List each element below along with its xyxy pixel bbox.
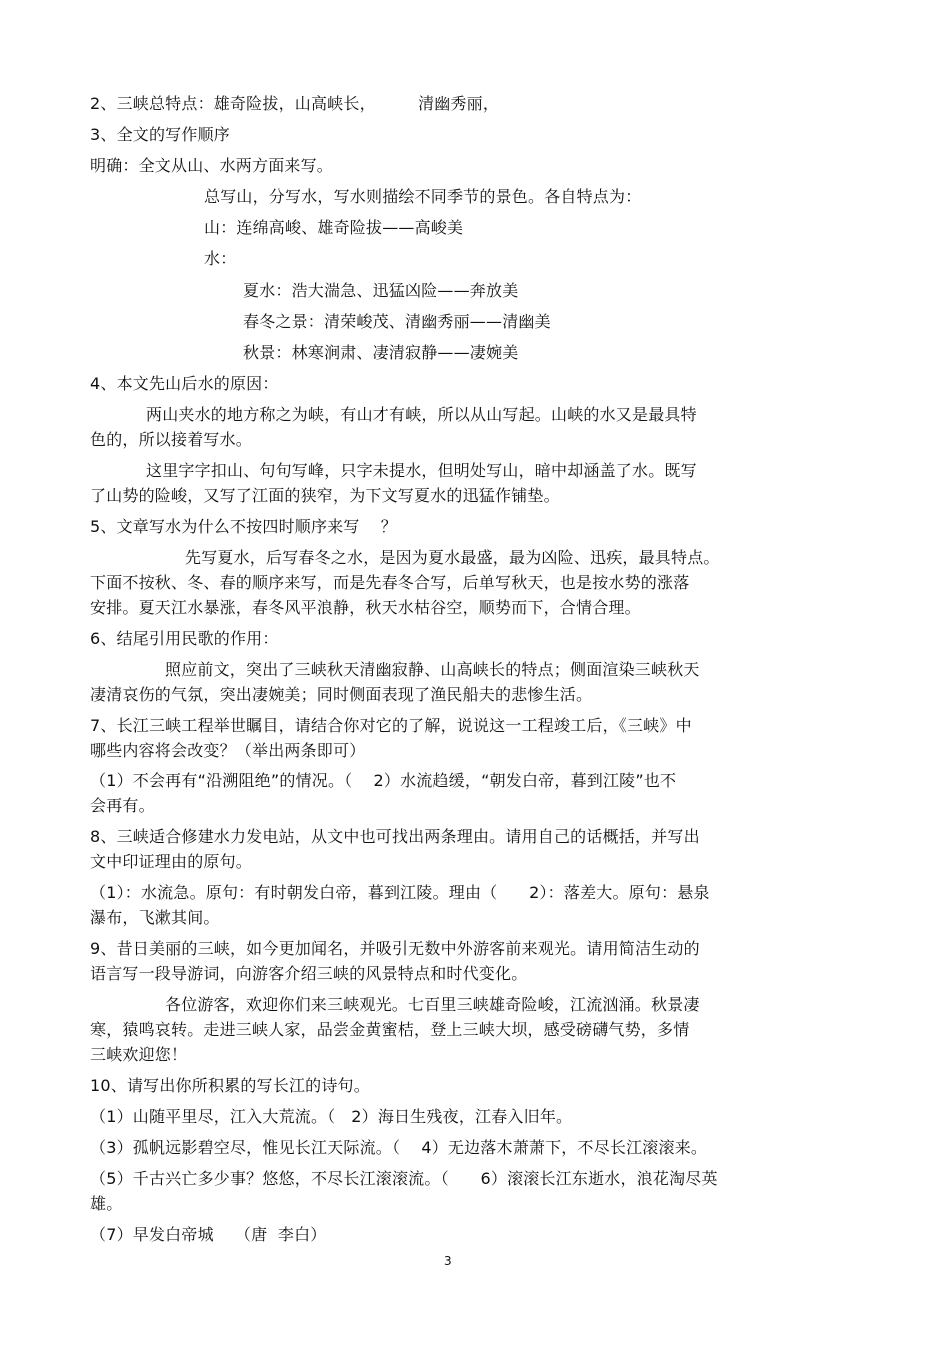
text-line: 下面不按秋、冬、春的顺序来写，而是先春冬合写，后单写秋天，也是按水势的涨落 xyxy=(90,573,690,592)
text-line: 三峡欢迎您！ xyxy=(90,1045,188,1064)
text-line: 4、本文先山后水的原因： xyxy=(90,374,279,393)
text-line: 安排。夏天江水暴涨，春冬风平浪静，秋天水枯谷空，顺势而下，合情合理。 xyxy=(90,598,641,617)
text-line: （1）：水流急。原句：有时朝发白帝，暮到江陵。理由（ 2）：落差大。原句：悬泉 xyxy=(90,883,710,902)
text-line: 5、文章写水为什么不按四时顺序来写 ？ xyxy=(90,517,397,536)
text-line: 各位游客，欢迎你们来三峡观光。七百里三峡雄奇险峻，江流汹涌。秋景凄 xyxy=(165,995,700,1014)
text-line: 7、长江三峡工程举世瞩目，请结合你对它的了解，说说这一工程竣工后，《三峡》中 xyxy=(90,716,692,735)
text-line: 夏水：浩大湍急、迅猛凶险——奔放美 xyxy=(243,281,519,300)
text-line: 水： xyxy=(204,249,237,268)
text-line: （1）不会再有“沿溯阻绝”的情况。（ 2）水流趋缓，“朝发白帝，暮到江陵”也不 xyxy=(90,771,677,790)
text-line: 春冬之景：清荣峻茂、清幽秀丽——清幽美 xyxy=(243,312,551,331)
text-line: 会再有。 xyxy=(90,796,155,815)
text-line: （5）千古兴亡多少事？悠悠，不尽长江滚滚流。（ 6）滚滚长江东逝水，浪花淘尽英 xyxy=(90,1169,718,1188)
text-line: 语言写一段导游词，向游客介绍三峡的风景特点和时代变化。 xyxy=(90,964,528,983)
text-line: 9、昔日美丽的三峡，如今更加闻名，并吸引无数中外游客前来观光。请用简洁生动的 xyxy=(90,939,700,958)
text-line: 瀑布，飞漱其间。 xyxy=(90,908,220,927)
text-line: （7）早发白帝城 （唐 李白） xyxy=(90,1225,327,1244)
text-line: 山：连绵高峻、雄奇险拔——高峻美 xyxy=(204,218,464,237)
text-line: 凄清哀伤的气氛，突出凄婉美；同时侧面表现了渔民船夫的悲惨生活。 xyxy=(90,685,593,704)
text-line: （3）孤帆远影碧空尽，惟见长江天际流。（ 4）无边落木萧萧下，不尽长江滚滚来。 xyxy=(90,1138,708,1157)
text-line: 色的，所以接着写水。 xyxy=(90,430,253,449)
text-line: 哪些内容将会改变？（举出两条即可） xyxy=(90,741,366,760)
text-line: 8、三峡适合修建水力发电站，从文中也可找出两条理由。请用自己的话概括，并写出 xyxy=(90,827,700,846)
text-line: 照应前文，突出了三峡秋天清幽寂静、山高峡长的特点；侧面渲染三峡秋天 xyxy=(165,660,700,679)
text-line: 这里字字扣山、句句写峰，只字未提水，但明处写山，暗中却涵盖了水。既写 xyxy=(146,461,697,480)
text-line: 秋景：林寒涧肃、凄清寂静——凄婉美 xyxy=(243,343,519,362)
text-line: 10、请写出你所积累的写长江的诗句。 xyxy=(90,1076,370,1095)
text-line: 了山势的险峻，又写了江面的狭窄，为下文写夏水的迅猛作铺垫。 xyxy=(90,486,560,505)
text-line: 雄。 xyxy=(90,1194,123,1213)
page-number: 3 xyxy=(444,1254,452,1268)
text-line: 文中印证理由的原句。 xyxy=(90,852,253,871)
text-line: 6、结尾引用民歌的作用： xyxy=(90,629,279,648)
text-line: 2、三峡总特点：雄奇险拔，山高峡长， 清幽秀丽， xyxy=(90,94,500,113)
text-line: 明确：全文从山、水两方面来写。 xyxy=(90,156,334,175)
text-line: （1）山随平里尽，江入大荒流。（ 2）海日生残夜，江春入旧年。 xyxy=(90,1107,573,1126)
text-line: 两山夹水的地方称之为峡，有山才有峡，所以从山写起。山峡的水又是最具特 xyxy=(146,405,697,424)
text-line: 3、全文的写作顺序 xyxy=(90,125,230,144)
text-line: 总写山，分写水，写水则描绘不同季节的景色。各自特点为： xyxy=(204,187,642,206)
text-line: 寒，猿鸣哀转。走进三峡人家，品尝金黄蜜桔，登上三峡大坝，感受磅礴气势，多情 xyxy=(90,1020,690,1039)
text-line: 先写夏水，后写春冬之水，是因为夏水最盛，最为凶险、迅疾，最具特点。 xyxy=(185,548,720,567)
